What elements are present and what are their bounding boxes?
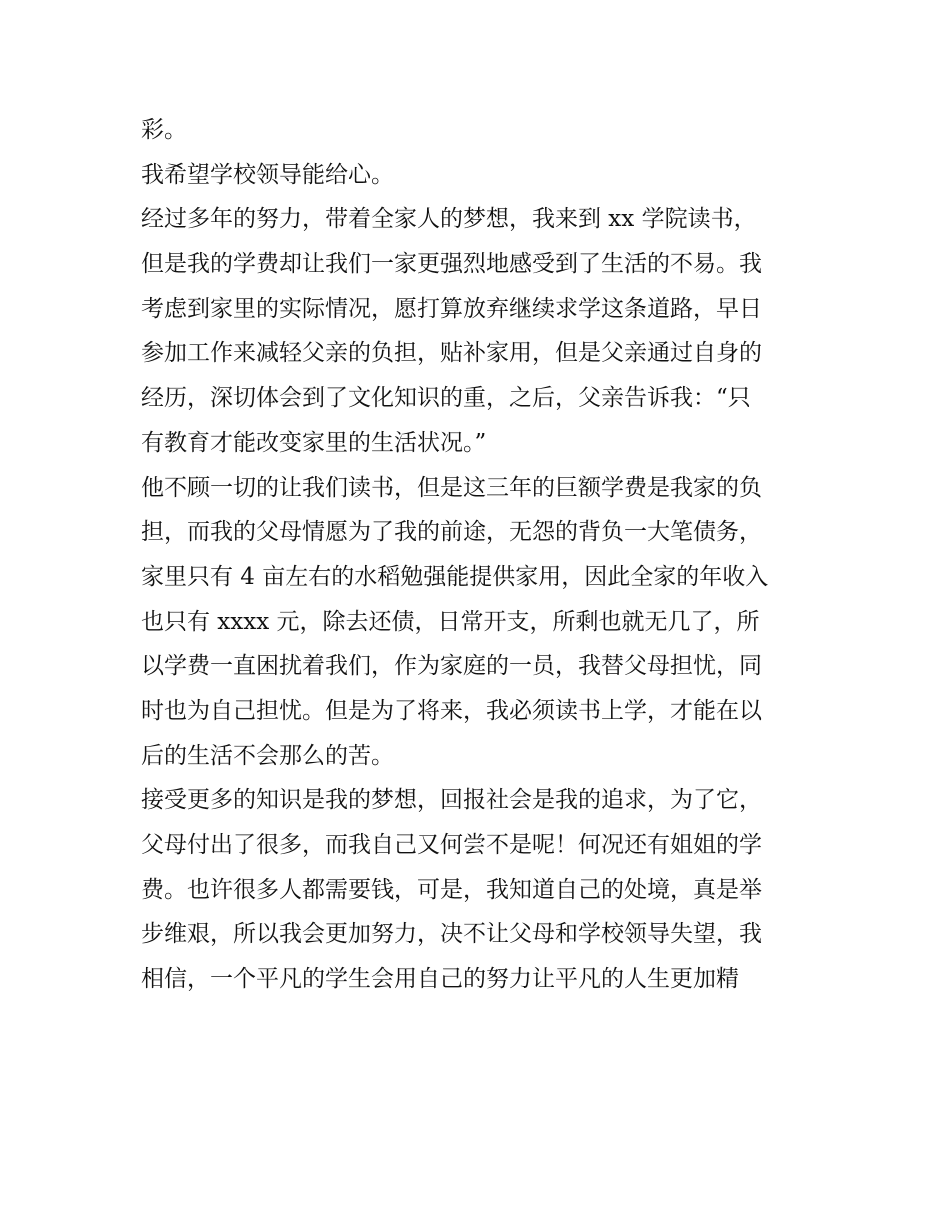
- text-line: 也只有 xxxx 元，除去还债，日常开支，所剩也就无几了，所: [141, 608, 760, 635]
- text-line: 担，而我的父母情愿为了我的前途，无怨的背负一大笔债务，: [141, 519, 762, 546]
- text-line: 费。也许很多人都需要钱，可是，我知道自己的处境，真是举: [141, 876, 762, 903]
- text-line: 但是我的学费却让我们一家更强烈地感受到了生活的不易。我: [141, 251, 762, 278]
- text-line: 父母付出了很多，而我自己又何尝不是呢！何况还有姐姐的学: [141, 832, 762, 858]
- text-line: 以学费一直困扰着我们，作为家庭的一员，我替父母担忧，同: [141, 653, 762, 680]
- text-line: 他不顾一切的让我们读书，但是这三年的巨额学费是我家的负: [141, 474, 762, 501]
- text-line: 考虑到家里的实际情况，愿打算放弃继续求学这条道路，早日: [141, 295, 762, 322]
- text-line: 接受更多的知识是我的梦想，回报社会是我的追求，为了它，: [141, 787, 762, 814]
- text-line: 经历，深切体会到了文化知识的重，之后，父亲告诉我：“只: [141, 385, 751, 412]
- text-line: 步维艰，所以我会更加努力，决不让父母和学校领导失望，我: [141, 921, 762, 948]
- text-line: 家里只有 4 亩左右的水稻勉强能提供家用，因此全家的年收入: [141, 563, 769, 590]
- text-line: 我希望学校领导能给心。: [141, 161, 394, 188]
- text-line: 彩。: [141, 117, 187, 143]
- text-line: 后的生活不会那么的苦。: [141, 742, 394, 769]
- body-text: [141, 108, 821, 1002]
- text-line: 参加工作来减轻父亲的负担，贴补家用，但是父亲通过自身的: [141, 340, 762, 367]
- text-line: 经过多年的努力，带着全家人的梦想，我来到 xx 学院读书，: [141, 206, 757, 233]
- text-line: 有教育才能改变家里的生活状况。”: [141, 429, 487, 456]
- text-line: 时也为自己担忧。但是为了将来，我必须读书上学，才能在以: [141, 697, 762, 724]
- text-line: 相信，一个平凡的学生会用自己的努力让平凡的人生更加精: [141, 966, 739, 993]
